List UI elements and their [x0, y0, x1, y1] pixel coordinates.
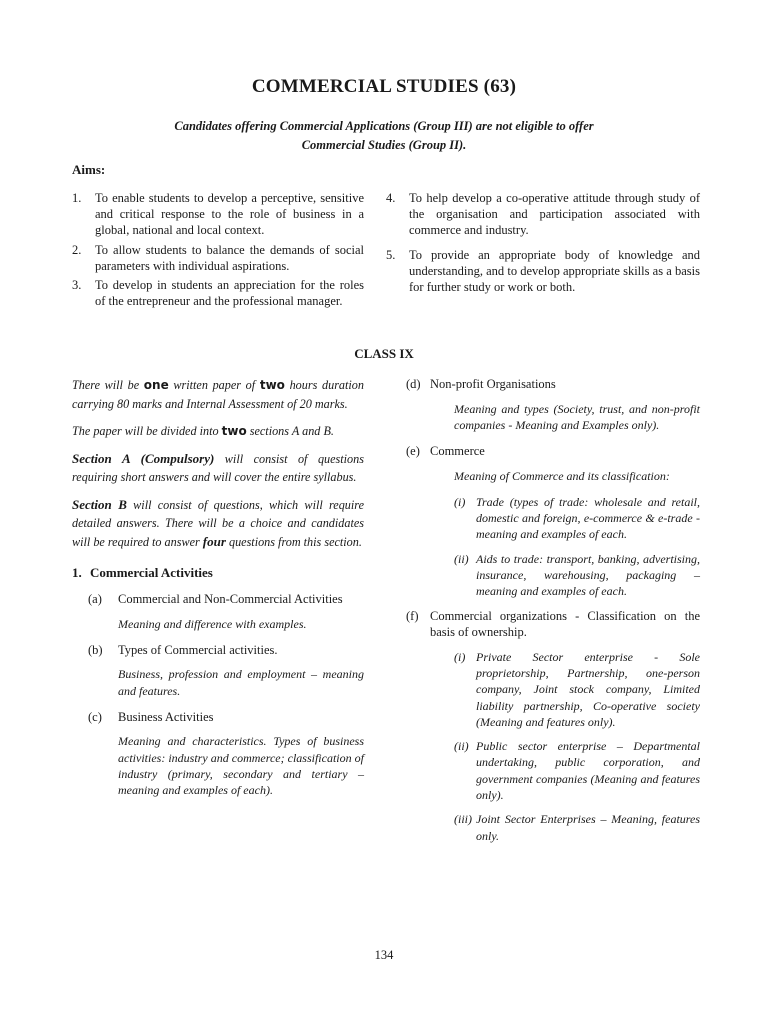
- paper-duration-note: [72, 376, 364, 413]
- topic-label: (d): [406, 377, 421, 391]
- topic-item: [406, 443, 700, 460]
- text-run: written paper of: [168, 378, 260, 392]
- subtopic-item: [454, 811, 700, 844]
- topic-label: (a): [88, 592, 102, 606]
- emphasis-text: two: [221, 424, 247, 438]
- section-a-note: [72, 450, 364, 487]
- subtopic-text: Aids to trade: transport, banking, advertising, insurance, warehousing, packaging – meaning and examples of each.: [476, 551, 700, 599]
- subtopic-text: Trade (types of trade: wholesale and retail, domestic and foreign, e-commerce & e-trade - meaning and examples of each.: [476, 494, 700, 542]
- unit-heading: [72, 565, 364, 581]
- topic-description: Business, profession and employment – meaning and features.: [118, 667, 364, 698]
- topic-description: Meaning of Commerce and its classification:: [454, 468, 670, 483]
- topic-item: [72, 591, 364, 608]
- aim-item: [72, 190, 364, 239]
- aim-text: To enable students to develop a perceptive, sensitive and critical response to the role of business in a global, national and local context.: [95, 191, 364, 238]
- section-b-note: [72, 496, 364, 552]
- paper-sections-note: [72, 422, 364, 441]
- emphasis-text: two: [259, 378, 285, 392]
- section-label: Section A (Compulsory): [72, 450, 215, 466]
- aim-item: [386, 247, 700, 296]
- topic-title: Types of Commercial activities.: [118, 642, 278, 657]
- emphasis-text: four: [202, 533, 226, 549]
- topic-label: (f): [406, 608, 419, 623]
- aim-text: To allow students to balance the demands of social parameters with individual aspirations.: [95, 242, 364, 273]
- text-run: sections A and B.: [246, 424, 334, 438]
- aim-item: [72, 242, 364, 274]
- topic-label: (e): [406, 444, 420, 459]
- aim-number: 4.: [386, 191, 396, 205]
- page-number: 134: [374, 948, 394, 962]
- aims-list-right: [386, 190, 700, 303]
- emphasis-text: one: [143, 378, 169, 392]
- aim-item: [72, 277, 364, 309]
- subtopic-text: Joint Sector Enterprises – Meaning, features only.: [476, 812, 700, 843]
- text-run: The paper will be divided into: [72, 424, 222, 438]
- aim-number: 2.: [72, 242, 82, 257]
- eligibility-note: [110, 117, 658, 155]
- text-run: hours duration carrying 80 marks and Internal Assessment of 20 marks.: [72, 378, 364, 411]
- topic-label: (b): [88, 642, 103, 657]
- topic-title: Non-profit Organisations: [430, 377, 556, 391]
- subtopic-text: Public sector enterprise – Departmental undertaking, public corporation, and government companies (Meaning and features only).: [476, 739, 700, 803]
- text-run: will consist of questions requiring short answers and will cover the entire syllabus.: [72, 451, 364, 484]
- topic-description: Meaning and types (Society, trust, and non-profit companies - Meaning and Examples only).: [454, 401, 700, 432]
- eligibility-note-line-2: Commercial Studies (Group II).: [301, 138, 467, 152]
- aim-item: [386, 190, 700, 239]
- aim-number: 1.: [72, 191, 82, 205]
- subtopic-item: [454, 738, 700, 803]
- subtopic-label: (i): [454, 649, 466, 664]
- unit-title: Commercial Activities: [90, 565, 213, 580]
- aim-text: To develop in students an appreciation for the roles of the entrepreneur and the professional manager.: [95, 278, 364, 309]
- topic-item: [72, 709, 364, 726]
- unit-number: 1.: [72, 565, 82, 580]
- topic-description: Meaning and characteristics. Types of business activities: industry and commerce; classification of industry (primary, secondary and tertiary – meaning and examples of each).: [118, 734, 364, 798]
- subtopic-item: [454, 649, 700, 730]
- topic-title: Commercial and Non-Commercial Activities: [118, 592, 343, 606]
- syllabus-left-column: [72, 376, 364, 809]
- text-run: questions from this section.: [225, 534, 362, 549]
- topic-item: [72, 642, 364, 659]
- text-run: will consist of questions, which will require detailed answers. There will be a choice and candidates will be required to answer: [72, 497, 364, 549]
- topic-item: [406, 608, 700, 641]
- topic-label: (c): [88, 709, 102, 724]
- topic-item: [406, 376, 700, 393]
- subtopic-item: [454, 551, 700, 600]
- topic-title: Commercial organizations - Classification on the basis of ownership.: [430, 608, 700, 640]
- aim-text: To provide an appropriate body of knowledge and understanding, and to develop appropriate skills as a basis for further study or work or both.: [409, 247, 700, 295]
- subtopic-item: [454, 494, 700, 543]
- eligibility-note-line-1: Candidates offering Commercial Applications (Group III) are not eligible to offer: [174, 119, 594, 133]
- aims-heading: Aims:: [72, 162, 106, 177]
- subtopic-label: (ii): [454, 739, 469, 754]
- aim-number: 5.: [386, 247, 396, 262]
- page-title: COMMERCIAL STUDIES (63): [251, 76, 517, 97]
- text-run: There will be: [72, 378, 144, 392]
- topic-title: Commerce: [430, 444, 485, 459]
- aim-number: 3.: [72, 278, 82, 293]
- subtopic-text: Private Sector enterprise - Sole proprietorship, Partnership, one-person company, Joint stock company, Limited liability partnership, Co-operative society (Meaning and features only).: [476, 649, 700, 729]
- topic-description: Meaning and difference with examples.: [118, 616, 307, 631]
- aims-list-left: [72, 190, 364, 312]
- topic-title: Business Activities: [118, 709, 214, 724]
- syllabus-right-column: [406, 376, 700, 852]
- class-heading: CLASS IX: [354, 346, 414, 361]
- subtopic-label: (ii): [454, 551, 469, 566]
- section-label: Section B: [72, 496, 127, 512]
- subtopic-label: (iii): [454, 812, 472, 827]
- subtopic-label: (i): [454, 494, 466, 509]
- aim-text: To help develop a co-operative attitude through study of the organisation and participation associated with commerce and industry.: [409, 191, 700, 238]
